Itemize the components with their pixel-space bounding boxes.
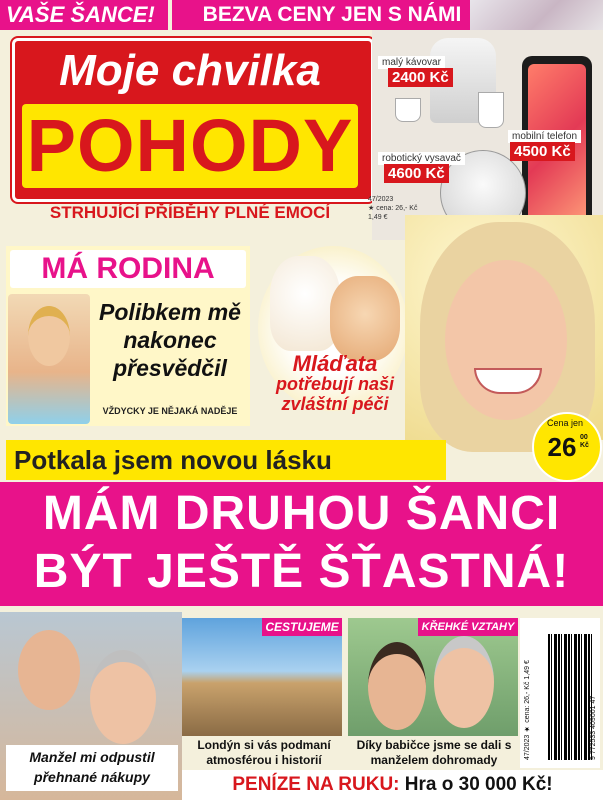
- prize-label-coffee: malý kávovar: [378, 56, 445, 69]
- magazine-tagline: STRHUJÍCÍ PŘÍBĚHY PLNÉ EMOCÍ: [49, 203, 331, 222]
- woman-face-image: [90, 650, 156, 744]
- price-badge-label: Cena jen: [546, 418, 584, 428]
- travel-tag: CESTUJEME: [262, 618, 342, 636]
- grandmother-face-image: [434, 636, 494, 728]
- barcode-image: [548, 634, 592, 760]
- pets-caption-line1: Mláďata: [292, 351, 378, 376]
- kitten-image: [330, 276, 400, 361]
- issue-number: 47/2023: [368, 196, 394, 203]
- price-badge-value: 26: [547, 432, 577, 462]
- prizes-banner: BEZVA CENY JEN S NÁMI: [172, 0, 492, 30]
- cup-image: [395, 98, 421, 122]
- prize-price-vacuum: 4600 Kč: [384, 164, 449, 183]
- travel-caption: Londýn si vás podmaní atmosférou i historií: [197, 738, 331, 767]
- main-headline-line2: BÝT JEŠTĚ ŠŤASTNÁ!: [33, 545, 570, 598]
- price-badge-currency: 00 Kč: [580, 434, 589, 449]
- pets-caption: [250, 351, 420, 414]
- relations-caption: Díky babičce jsme se dali s manželem dohromady: [356, 738, 512, 767]
- man-face-image: [18, 630, 80, 710]
- family-story-headline: Polibkem mě nakonec přesvědčil: [99, 299, 241, 381]
- corner-label: VAŠE ŠANCE!: [0, 0, 168, 30]
- cup-image: [478, 92, 504, 128]
- family-story-note: VŽDYCKY JE NĚJAKÁ NADĚJE: [102, 406, 238, 416]
- couple-caption: Manžel mi odpustil přehnané nákupy: [6, 745, 178, 791]
- issue-price-line: ★ cena: 26,- Kč: [368, 205, 418, 212]
- bottom-banner-dark: Hra o 30 000 Kč!: [404, 774, 553, 795]
- prize-price-coffee: 2400 Kč: [388, 68, 453, 87]
- pets-caption-line3: zvláštní péči: [281, 394, 389, 414]
- prize-price-phone: 4500 Kč: [510, 142, 575, 161]
- bottom-banner: [182, 770, 603, 800]
- prize-label-phone: mobilní telefon: [508, 130, 581, 143]
- main-story-kicker: Potkala jsem novou lásku: [6, 440, 446, 480]
- relations-tag: KŘEHKÉ VZTAHY: [418, 618, 518, 636]
- bottom-banner-red: PENÍZE NA RUKU:: [232, 774, 400, 795]
- main-headline-line1: MÁM DRUHOU ŠANCI: [42, 487, 561, 540]
- pets-caption-line2: potřebují naši: [275, 374, 394, 394]
- cover-portrait-face: [445, 260, 567, 420]
- issue-euro-price: 1,49 €: [368, 214, 388, 221]
- logo-title-line2: POHODY: [22, 104, 358, 188]
- barcode-small-print: 47/2023 ★ cena: 26,- Kč 1,49 €: [524, 660, 531, 760]
- family-section-title: MÁ RODINA: [10, 250, 246, 288]
- family-story-portrait: [28, 306, 70, 366]
- barcode-digits: 9 772533 409001 47: [590, 695, 597, 760]
- young-woman-face-image: [368, 642, 426, 730]
- logo-title-line1: Moje chvilka: [59, 46, 321, 95]
- prize-label-vacuum: robotický vysavač: [378, 152, 465, 165]
